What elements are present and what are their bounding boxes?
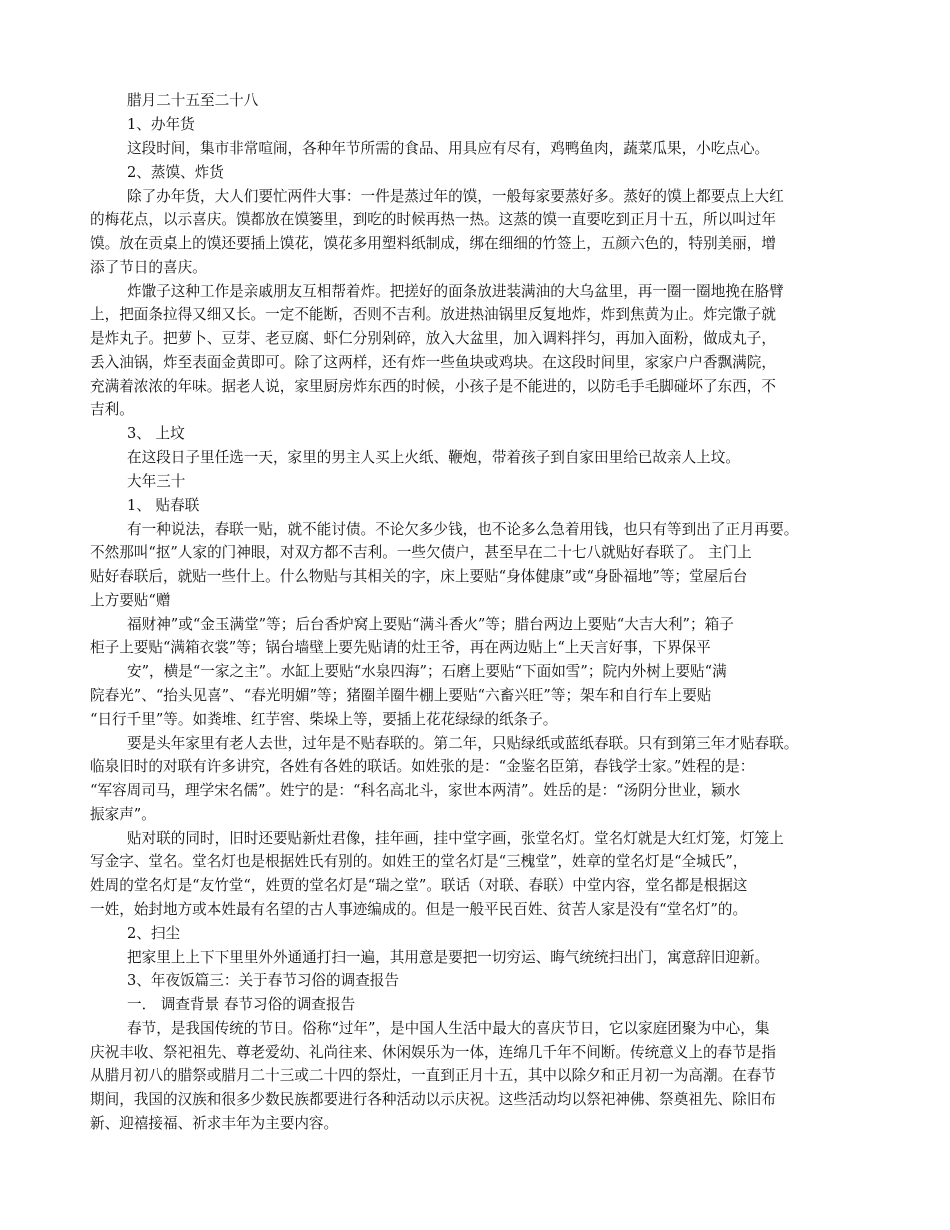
paragraph-line: 上，把面条拉得又细又长。一定不能断，否则不吉利。放进热油锅里反复地炸，炸到焦黄为止。炸完馓子就: [90, 306, 776, 323]
paragraph-line: 临泉旧时的对联有许多讲究，各姓有各姓的联话。如姓张的是：“金鉴名臣第，春钱学士家。”姓程的是：: [90, 758, 755, 775]
paragraph-line: 的梅花点，以示喜庆。馍都放在馍篓里，到吃的时候再热一热。这蒸的馍一直要吃到正月十五，所以叫过年: [90, 211, 776, 228]
paragraph-line: 有一种说法，春联一贴，就不能讨债。不论欠多少钱，也不论多么急着用钱，也只有等到出了正月再要。: [127, 521, 799, 538]
paragraph-line: 柜子上要贴“满箱衣裳”等；锅台墙壁上要先贴请的灶王爷，再在两边贴上“上天言好事，下界保平: [90, 639, 711, 656]
paragraph-line: 从腊月初八的腊祭或腊月二十三或二十四的祭灶，一直到正月十五，其中以除夕和正月初一为高潮。在春节: [90, 1067, 776, 1084]
paragraph-line: 这段时间，集市非常喧闹，各种年节所需的食品、用具应有尽有，鸡鸭鱼肉，蔬菜瓜果，小吃点心。: [127, 140, 770, 157]
paragraph-line: 院春光”、“抬头见喜”、“春光明媚”等；猪圈羊圈牛棚上要贴“六畜兴旺”等；架车和自行车上要贴: [90, 687, 712, 704]
subheading-zheng-mo: 2、蒸馍、炸货: [127, 164, 224, 181]
paragraph-line: 姓周的堂名灯是“友竹堂“，姓贾的堂名灯是“瑞之堂”。联话（对联、春联）中堂内容，堂名都是根据这: [90, 877, 748, 894]
subheading-ban-nian-huo: 1、办年货: [127, 116, 195, 133]
paragraph-line: 一姓，始封地方或本姓最有名望的古人事迹编成的。但是一般平民百姓、贫苦人家是没有“堂名灯”的。: [90, 901, 748, 918]
paragraph-line: 振家声”。: [90, 806, 156, 823]
paragraph-line: 炸馓子这种工作是亲戚朋友互相帮着炸。把搓好的面条放进装满油的大乌盆里，再一圈一圈地挽在胳臂: [127, 283, 784, 300]
paragraph-line: 期间，我国的汉族和很多少数民族都要进行各种活动以示庆祝。这些活动均以祭祀神佛、祭奠祖先、除旧布: [90, 1091, 776, 1108]
heading-la-yue: 腊月二十五至二十八: [127, 92, 259, 109]
paragraph-line: 不然那叫“抠”人家的门神眼，对双方都不吉利。一些欠债户，甚至早在二十七八就贴好春联了。 主门上: [90, 544, 752, 561]
paragraph-line: 贴好春联后，就贴一些什上。什么物贴与其相关的字，床上要贴“身体健康”或“身卧福地”等；堂屋后台: [90, 568, 748, 585]
paragraph-line: 写金字、堂名。堂名灯也是根据姓氏有别的。如姓王的堂名灯是“三槐堂”，姓章的堂名灯是“全城氏”，: [90, 853, 748, 870]
paragraph-line: 安”，横是“一家之主”。水缸上要贴“水泉四海”；石磨上要贴“下面如雪”；院内外树上要贴“满: [127, 663, 727, 680]
paragraph-line: 吉利。: [90, 401, 134, 418]
subheading-shang-fen: 3、 上坟: [127, 425, 185, 442]
paragraph-line: 上方要贴“赠: [90, 592, 171, 609]
paragraph-line: 把家里上上下下里里外外通通打扫一遍，其用意是要把一切穷运、晦气统统扫出门，寓意辞旧迎新。: [127, 949, 770, 966]
subheading-sao-chen: 2、扫尘: [127, 925, 181, 942]
paragraph-line: 在这段日子里任选一天，家里的男主人买上火纸、鞭炮，带着孩子到自家田里给已故亲人上坟。: [127, 449, 740, 466]
paragraph-line: 是炸丸子。把萝卜、豆芽、老豆腐、虾仁分别剁碎，放入大盆里，加入调料拌匀，再加入面粉，做成丸子，: [90, 330, 776, 347]
paragraph-line: 要是头年家里有老人去世，过年是不贴春联的。第二年，只贴绿纸或蓝纸春联。只有到第三年才贴春联。: [127, 735, 799, 752]
paragraph-line: 庆祝丰收、祭祀祖先、尊老爱幼、礼尚往来、休闲娱乐为一体，连绵几千年不间断。传统意义上的春节是指: [90, 1044, 776, 1061]
heading-da-nian-san-shi: 大年三十: [127, 473, 186, 490]
paragraph-line: 充满着浓浓的年味。据老人说，家里厨房炸东西的时候，小孩子是不能进的，以防毛手毛脚碰坏了东西，不: [90, 378, 776, 395]
paragraph-line: 新、迎禧接福、祈求丰年为主要内容。: [90, 1115, 339, 1132]
subheading-tie-chun-lian: 1、 贴春联: [127, 497, 200, 514]
paragraph-line: 丢入油锅，炸至表面金黄即可。除了这两样，还有炸一些鱼块或鸡块。在这段时间里，家家户户香飘满院，: [90, 354, 776, 371]
paragraph-line: 添了节日的喜庆。: [90, 259, 207, 276]
paragraph-line: “日行千里”等。如粪堆、红芋窖、柴垛上等，要插上花花绿绿的纸条子。: [90, 711, 558, 728]
paragraph-line: 贴对联的同时，旧时还要贴新灶君像，挂年画，挂中堂字画，张堂名灯。堂名灯就是大红灯笼，灯笼上: [127, 830, 784, 847]
paragraph-line: 除了办年货，大人们要忙两件大事：一件是蒸过年的馍，一般每家要蒸好多。蒸好的馍上都要点上大红: [127, 188, 784, 205]
paragraph-line: “军容周司马，理学宋名儒”。姓宁的是：“科名高北斗，家世本两清”。姓岳的是：“汤阴分世业，颍水: [90, 782, 741, 799]
subheading-nian-ye-fan: 3、年夜饭篇三：关于春节习俗的调查报告: [127, 972, 399, 989]
paragraph-line: 福财神”或“金玉满堂”等；后台香炉窝上要贴“满斗香火”等；腊台两边上要贴“大吉大利”；箱子: [127, 616, 734, 633]
paragraph-line: 春节，是我国传统的节日。俗称“过年”，是中国人生活中最大的喜庆节日，它以家庭团聚为中心，集: [127, 1020, 770, 1037]
subheading-diao-cha-bei-jing: 一． 调查背景 春节习俗的调查报告: [127, 996, 356, 1013]
paragraph-line: 馍。放在贡桌上的馍还要插上馍花，馍花多用塑料纸制成，绑在细细的竹签上，五颜六色的，特别美丽，增: [90, 235, 776, 252]
